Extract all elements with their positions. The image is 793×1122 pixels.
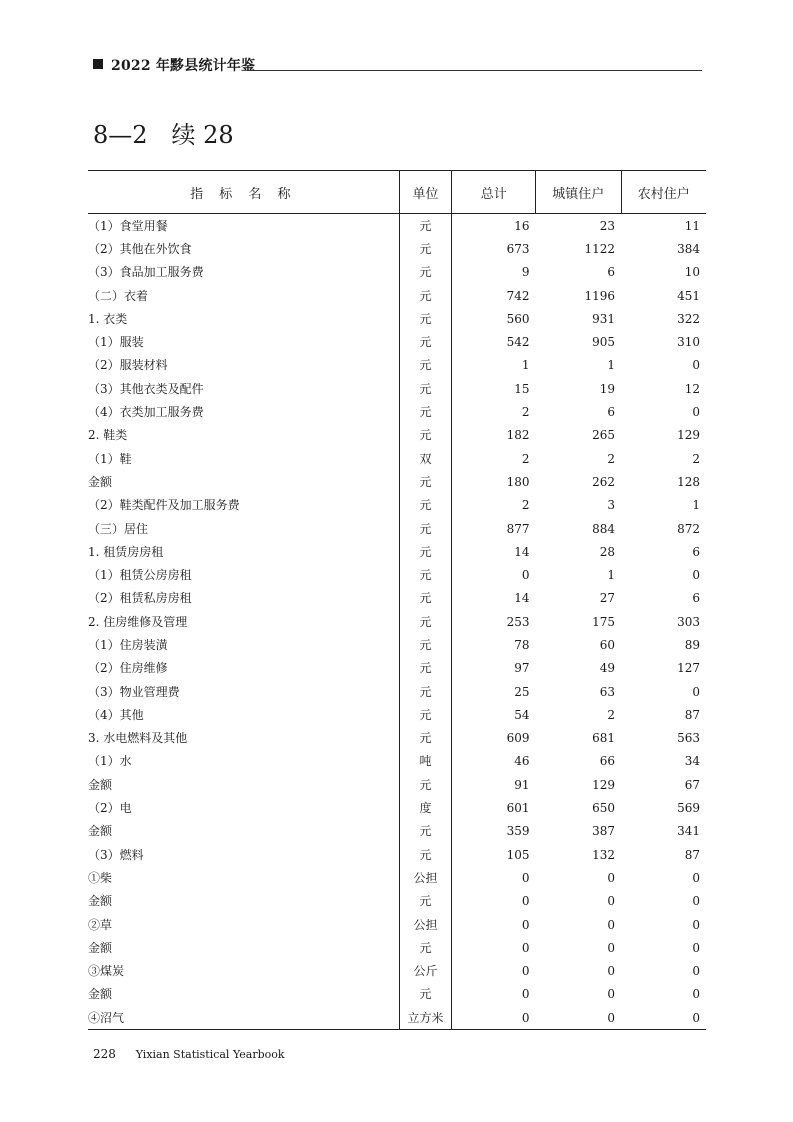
row-urban-cell: 19 — [599, 381, 615, 396]
table-row — [88, 703, 706, 726]
row-name-cell: （二）衣着 — [88, 284, 399, 307]
row-urban-cell: 265 — [592, 428, 615, 443]
row-unit-cell: 元 — [399, 680, 452, 703]
row-total-cell: 14 — [514, 544, 530, 559]
row-urban-cell: 931 — [592, 311, 615, 326]
row-total-cell: 0 — [521, 917, 530, 932]
row-total-cell: 0 — [521, 870, 530, 885]
table-row — [88, 960, 706, 983]
row-unit-cell: 元 — [399, 517, 452, 540]
row-urban-cell: 0 — [607, 917, 615, 932]
table-row — [88, 1006, 706, 1030]
row-name-cell: （1）服装 — [88, 330, 399, 353]
row-name-cell: ②草 — [88, 913, 399, 936]
yearbook-title: 2022 年黟县统计年鉴 — [111, 58, 256, 74]
row-rural-cell: 1 — [692, 498, 700, 513]
statistics-table — [88, 170, 706, 1030]
row-rural-cell: 87 — [684, 707, 700, 722]
row-rural-cell: 0 — [692, 940, 700, 955]
row-rural-cell: 0 — [692, 405, 700, 420]
row-unit-cell: 元 — [399, 214, 452, 238]
row-name-cell: 金额 — [88, 820, 399, 843]
row-unit-cell: 元 — [399, 983, 452, 1006]
row-urban-cell: 0 — [607, 940, 615, 955]
row-urban-cell: 0 — [607, 870, 615, 885]
table-row — [88, 447, 706, 470]
row-name-cell: （1）鞋 — [88, 447, 399, 470]
row-total-cell: 0 — [521, 894, 530, 909]
row-total-cell: 2 — [521, 498, 530, 513]
row-name-cell: （2）电 — [88, 796, 399, 819]
row-unit-cell: 元 — [399, 261, 452, 284]
table-row — [88, 657, 706, 680]
row-total-cell: 78 — [514, 637, 530, 652]
row-rural-cell: 67 — [684, 777, 700, 792]
row-total-cell: 877 — [506, 521, 530, 536]
row-total-cell: 182 — [506, 428, 530, 443]
table-row — [88, 913, 706, 936]
table-row — [88, 843, 706, 866]
row-total-cell: 1 — [521, 358, 530, 373]
table-row — [88, 983, 706, 1006]
row-rural-cell: 0 — [692, 684, 700, 699]
row-rural-cell: 128 — [677, 474, 700, 489]
row-urban-cell: 884 — [592, 521, 615, 536]
row-name-cell: （4）其他 — [88, 703, 399, 726]
table-row — [88, 890, 706, 913]
row-total-cell: 46 — [514, 754, 530, 769]
row-name-cell: 3. 水电燃料及其他 — [88, 727, 399, 750]
row-name-cell: （2）服装材料 — [88, 354, 399, 377]
row-unit-cell: 元 — [399, 330, 452, 353]
row-rural-cell: 12 — [684, 381, 700, 396]
row-urban-cell: 129 — [592, 777, 615, 792]
table-body — [88, 214, 706, 1030]
row-total-cell: 97 — [514, 661, 530, 676]
row-urban-cell: 387 — [592, 824, 615, 839]
table-row — [88, 680, 706, 703]
row-urban-cell: 905 — [592, 335, 615, 350]
column-header-urban: 城镇住户 — [536, 171, 621, 214]
row-total-cell: 15 — [514, 381, 530, 396]
row-name-cell: ③煤炭 — [88, 960, 399, 983]
section-title: 8—2 续 28 — [93, 121, 234, 149]
table-row — [88, 936, 706, 959]
table-row — [88, 563, 706, 586]
row-total-cell: 25 — [514, 684, 530, 699]
row-name-cell: ①柴 — [88, 866, 399, 889]
table-row — [88, 424, 706, 447]
row-unit-cell: 元 — [399, 773, 452, 796]
table-row — [88, 796, 706, 819]
row-unit-cell: 元 — [399, 377, 452, 400]
row-urban-cell: 66 — [599, 754, 615, 769]
row-rural-cell: 0 — [692, 964, 700, 979]
row-urban-cell: 132 — [592, 847, 615, 862]
row-urban-cell: 0 — [607, 964, 615, 979]
row-name-cell: （三）居住 — [88, 517, 399, 540]
table-row — [88, 470, 706, 493]
row-unit-cell: 公担 — [399, 866, 452, 889]
row-unit-cell: 元 — [399, 494, 452, 517]
row-urban-cell: 681 — [592, 731, 615, 746]
row-rural-cell: 6 — [692, 591, 700, 606]
table-row — [88, 610, 706, 633]
row-total-cell: 9 — [521, 265, 530, 280]
row-name-cell: 金额 — [88, 983, 399, 1006]
row-total-cell: 359 — [506, 824, 530, 839]
row-total-cell: 54 — [514, 707, 530, 722]
row-name-cell: （1）租赁公房房租 — [88, 563, 399, 586]
row-rural-cell: 129 — [677, 428, 700, 443]
row-name-cell: 金额 — [88, 936, 399, 959]
row-unit-cell: 元 — [399, 727, 452, 750]
page-number: 228 — [93, 1047, 116, 1061]
row-rural-cell: 6 — [692, 544, 700, 559]
row-total-cell: 0 — [521, 964, 530, 979]
row-unit-cell: 元 — [399, 843, 452, 866]
table-row — [88, 727, 706, 750]
row-rural-cell: 0 — [692, 894, 700, 909]
row-urban-cell: 27 — [599, 591, 615, 606]
row-unit-cell: 元 — [399, 307, 452, 330]
row-total-cell: 2 — [521, 451, 530, 466]
row-urban-cell: 262 — [592, 474, 615, 489]
row-total-cell: 14 — [514, 591, 530, 606]
row-unit-cell: 元 — [399, 703, 452, 726]
row-urban-cell: 1 — [607, 568, 615, 583]
table-row — [88, 354, 706, 377]
row-name-cell: （1）食堂用餐 — [88, 214, 399, 238]
row-rural-cell: 384 — [677, 241, 700, 256]
column-header-total: 总计 — [452, 171, 536, 214]
row-unit-cell: 公担 — [399, 913, 452, 936]
footer-book-title: Yixian Statistical Yearbook — [135, 1048, 285, 1061]
row-name-cell: 2. 鞋类 — [88, 424, 399, 447]
row-name-cell: 金额 — [88, 890, 399, 913]
row-name-cell: （2）租赁私房房租 — [88, 587, 399, 610]
table-row — [88, 377, 706, 400]
row-unit-cell: 元 — [399, 890, 452, 913]
table-row — [88, 820, 706, 843]
table-row — [88, 587, 706, 610]
table-row — [88, 773, 706, 796]
row-name-cell: 金额 — [88, 773, 399, 796]
row-total-cell: 0 — [521, 940, 530, 955]
row-unit-cell: 元 — [399, 470, 452, 493]
row-rural-cell: 0 — [692, 870, 700, 885]
row-unit-cell: 元 — [399, 424, 452, 447]
row-unit-cell: 元 — [399, 820, 452, 843]
table-row — [88, 261, 706, 284]
row-rural-cell: 451 — [677, 288, 700, 303]
row-name-cell: 1. 租赁房房租 — [88, 540, 399, 563]
row-rural-cell: 0 — [692, 568, 700, 583]
row-unit-cell: 元 — [399, 237, 452, 260]
row-total-cell: 91 — [514, 777, 530, 792]
row-urban-cell: 1 — [607, 358, 615, 373]
row-urban-cell: 0 — [607, 894, 615, 909]
column-header-rural: 农村住户 — [621, 171, 706, 214]
row-total-cell: 673 — [506, 241, 530, 256]
column-header-indicator: 指 标 名 称 — [88, 171, 399, 214]
row-urban-cell: 3 — [607, 498, 615, 513]
row-rural-cell: 89 — [684, 637, 700, 652]
row-rural-cell: 310 — [677, 335, 700, 350]
row-rural-cell: 303 — [677, 614, 700, 629]
table-row — [88, 866, 706, 889]
row-urban-cell: 2 — [607, 707, 615, 722]
row-total-cell: 0 — [521, 987, 530, 1002]
row-rural-cell: 87 — [684, 847, 700, 862]
page-header — [91, 55, 703, 77]
row-name-cell: （2）住房维修 — [88, 657, 399, 680]
table-row — [88, 307, 706, 330]
row-rural-cell: 341 — [677, 824, 700, 839]
row-rural-cell: 0 — [692, 917, 700, 932]
row-urban-cell: 175 — [592, 614, 615, 629]
row-rural-cell: 11 — [684, 218, 700, 233]
row-total-cell: 253 — [506, 614, 530, 629]
row-unit-cell: 元 — [399, 633, 452, 656]
row-rural-cell: 127 — [677, 661, 700, 676]
row-urban-cell: 6 — [607, 405, 615, 420]
row-name-cell: （1）水 — [88, 750, 399, 773]
row-name-cell: （2）其他在外饮食 — [88, 237, 399, 260]
table-row — [88, 284, 706, 307]
row-urban-cell: 23 — [599, 218, 615, 233]
row-unit-cell: 双 — [399, 447, 452, 470]
row-urban-cell: 2 — [607, 451, 615, 466]
column-header-unit: 单位 — [399, 171, 452, 214]
row-total-cell: 609 — [506, 731, 530, 746]
row-urban-cell: 28 — [599, 544, 615, 559]
row-total-cell: 601 — [506, 801, 530, 816]
row-total-cell: 742 — [506, 288, 530, 303]
header-rule — [247, 70, 702, 71]
table-row — [88, 214, 706, 238]
row-urban-cell: 1122 — [584, 241, 615, 256]
row-unit-cell: 度 — [399, 796, 452, 819]
square-bullet-icon — [93, 59, 103, 69]
row-rural-cell: 563 — [677, 731, 700, 746]
row-unit-cell: 元 — [399, 657, 452, 680]
table-row — [88, 517, 706, 540]
row-unit-cell: 元 — [399, 563, 452, 586]
row-urban-cell: 0 — [536, 1006, 621, 1030]
row-name-cell: （4）衣类加工服务费 — [88, 400, 399, 423]
row-rural-cell: 0 — [692, 987, 700, 1002]
row-name-cell: 1. 衣类 — [88, 307, 399, 330]
row-rural-cell: 34 — [684, 754, 700, 769]
row-name-cell: （3）物业管理费 — [88, 680, 399, 703]
row-rural-cell: 10 — [684, 265, 700, 280]
row-rural-cell: 569 — [677, 801, 700, 816]
row-name-cell: （3）燃料 — [88, 843, 399, 866]
row-urban-cell: 0 — [607, 987, 615, 1002]
row-unit-cell: 元 — [399, 284, 452, 307]
table-row — [88, 237, 706, 260]
row-unit-cell: 元 — [399, 610, 452, 633]
row-urban-cell: 1196 — [584, 288, 615, 303]
row-unit-cell: 元 — [399, 936, 452, 959]
row-unit-cell: 元 — [399, 587, 452, 610]
table-row — [88, 633, 706, 656]
page-footer — [93, 1047, 285, 1061]
row-name-cell: （2）鞋类配件及加工服务费 — [88, 494, 399, 517]
row-urban-cell: 63 — [599, 684, 615, 699]
row-name-cell: ④沼气 — [88, 1006, 399, 1030]
row-name-cell: （3）其他衣类及配件 — [88, 377, 399, 400]
row-rural-cell: 872 — [677, 521, 700, 536]
row-urban-cell: 60 — [599, 637, 615, 652]
row-unit-cell: 元 — [399, 400, 452, 423]
row-rural-cell: 322 — [677, 311, 700, 326]
row-total-cell: 2 — [521, 405, 530, 420]
row-unit-cell: 吨 — [399, 750, 452, 773]
row-urban-cell: 6 — [607, 265, 615, 280]
row-total-cell: 560 — [506, 311, 530, 326]
row-total-cell: 542 — [506, 335, 530, 350]
row-unit-cell: 公斤 — [399, 960, 452, 983]
row-rural-cell: 0 — [621, 1006, 706, 1030]
row-rural-cell: 2 — [692, 451, 700, 466]
row-total-cell: 16 — [514, 218, 530, 233]
row-urban-cell: 650 — [592, 801, 615, 816]
row-total-cell: 105 — [506, 847, 530, 862]
row-total-cell: 0 — [452, 1006, 536, 1030]
table-row — [88, 400, 706, 423]
row-unit-cell: 立方米 — [399, 1006, 452, 1030]
row-name-cell: 金额 — [88, 470, 399, 493]
row-rural-cell: 0 — [692, 358, 700, 373]
row-total-cell: 180 — [506, 474, 530, 489]
table-row — [88, 540, 706, 563]
table-row — [88, 494, 706, 517]
table-header-row — [88, 171, 706, 214]
row-unit-cell: 元 — [399, 540, 452, 563]
row-total-cell: 0 — [521, 568, 530, 583]
row-name-cell: （3）食品加工服务费 — [88, 261, 399, 284]
table-row — [88, 330, 706, 353]
row-name-cell: 2. 住房维修及管理 — [88, 610, 399, 633]
row-name-cell: （1）住房装潢 — [88, 633, 399, 656]
row-urban-cell: 49 — [599, 661, 615, 676]
row-unit-cell: 元 — [399, 354, 452, 377]
table-row — [88, 750, 706, 773]
